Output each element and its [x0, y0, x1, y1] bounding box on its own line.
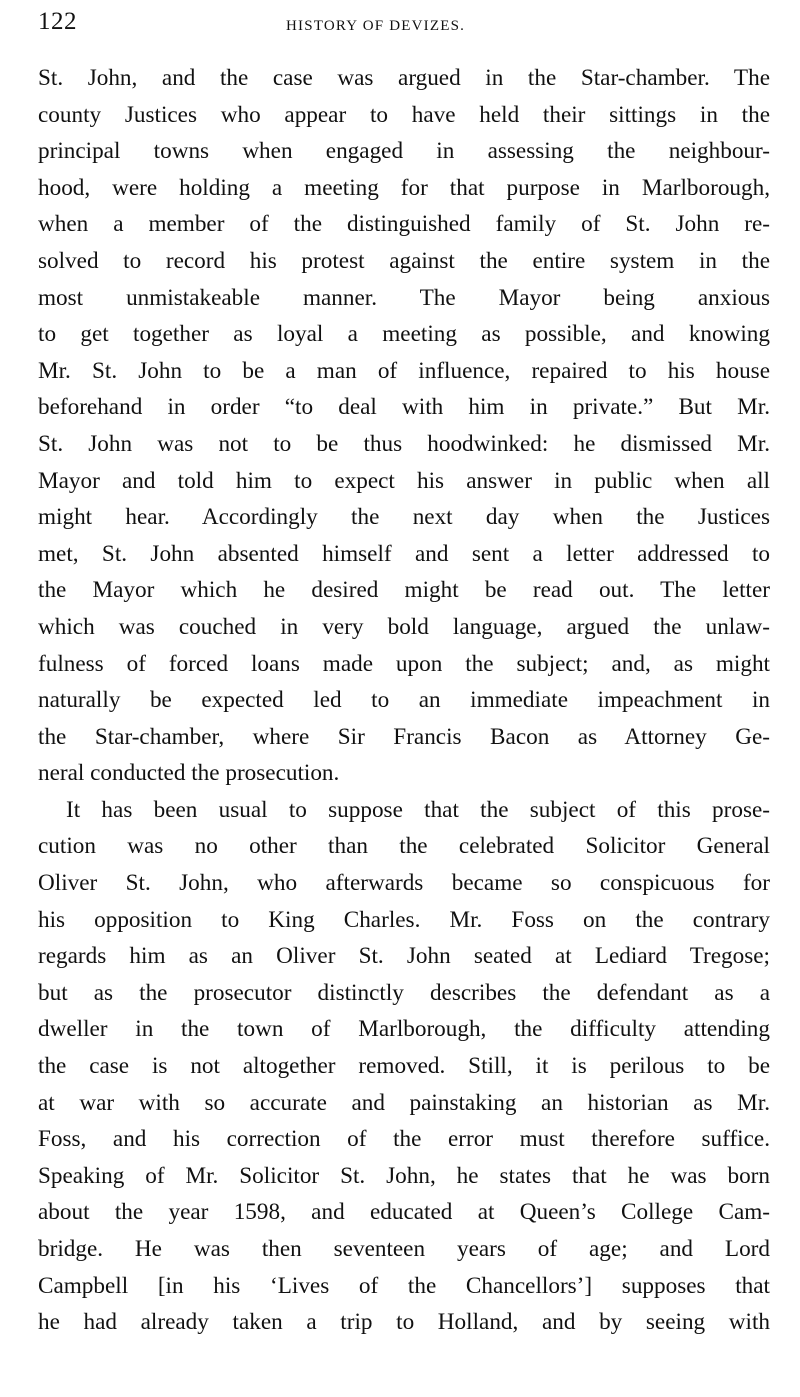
- text-line: he had already taken a trip to Holland, and by seeing with: [38, 1309, 770, 1336]
- text-line: to get together as loyal a meeting as possible, and knowing: [38, 321, 770, 348]
- text-line: regards him as an Oliver St. John seated at Lediard Tregose;: [38, 943, 770, 970]
- text-line: the Star-chamber, where Sir Francis Bacon as Attorney Ge-: [38, 723, 770, 750]
- text-line: It has been usual to suppose that the subject of this prose-: [66, 796, 770, 823]
- text-line: county Justices who appear to have held their sittings in the: [38, 101, 770, 128]
- text-line: Oliver St. John, who afterwards became so conspicuous for: [38, 870, 770, 897]
- text-line: his opposition to King Charles. Mr. Foss on the contrary: [38, 906, 770, 933]
- text-line: most unmistakeable manner. The Mayor being anxious: [38, 284, 770, 311]
- text-line: dweller in the town of Marlborough, the difficulty attending: [38, 1016, 770, 1043]
- text-line: bridge. He was then seventeen years of age; and Lord: [38, 1236, 770, 1262]
- text-line: might hear. Accordingly the next day when the Justices: [38, 504, 770, 531]
- text-line: Mr. St. John to be a man of influence, repaired to his house: [38, 357, 770, 384]
- text-line: at war with so accurate and painstaking an historian as Mr.: [38, 1089, 770, 1116]
- page-number: 122: [38, 8, 77, 35]
- text-line: cution was no other than the celebrated Solicitor General: [38, 833, 770, 860]
- text-line: solved to record his protest against the entire system in the: [38, 247, 770, 274]
- text-line: Speaking of Mr. Solicitor St. John, he states that he was born: [38, 1162, 770, 1189]
- text-line: Campbell [in his ‘Lives of the Chancellors’] supposes that: [38, 1272, 770, 1299]
- text-line: met, St. John absented himself and sent a letter addressed to: [38, 540, 770, 567]
- text-line: St. John, and the case was argued in the Star-chamber. The: [38, 65, 770, 91]
- text-line: which was couched in very bold language, argued the unlaw-: [38, 613, 770, 640]
- paragraph-1: [38, 60, 770, 792]
- text-line: but as the prosecutor distinctly describes the defendant as a: [38, 979, 770, 1006]
- text-line: naturally be expected led to an immediate impeachment in: [38, 687, 770, 714]
- text-line: principal towns when engaged in assessing the neighbour-: [38, 138, 770, 165]
- text-line: Foss, and his correction of the error must therefore suffice.: [38, 1126, 770, 1153]
- text-line: about the year 1598, and educated at Queen’s College Cam-: [38, 1199, 770, 1226]
- text-line: when a member of the distinguished family of St. John re-: [38, 211, 770, 238]
- text-line: St. John was not to be thus hoodwinked: he dismissed Mr.: [38, 430, 770, 457]
- running-title: HISTORY OF DEVIZES.: [286, 18, 466, 34]
- text-line: neral conducted the prosecution.: [38, 760, 340, 787]
- text-line: hood, were holding a meeting for that purpose in Marlborough,: [38, 174, 770, 201]
- text-line: beforehand in order “to deal with him in private.” But Mr.: [38, 394, 770, 421]
- text-line: fulness of forced loans made upon the subject; and, as might: [38, 650, 770, 677]
- running-head: [38, 0, 770, 60]
- paragraph-2: [38, 792, 770, 1341]
- text-line: the Mayor which he desired might be read out. The letter: [38, 577, 770, 604]
- text-line: Mayor and told him to expect his answer in public when all: [38, 467, 770, 494]
- text-line: the case is not altogether removed. Still, it is perilous to be: [38, 1053, 770, 1080]
